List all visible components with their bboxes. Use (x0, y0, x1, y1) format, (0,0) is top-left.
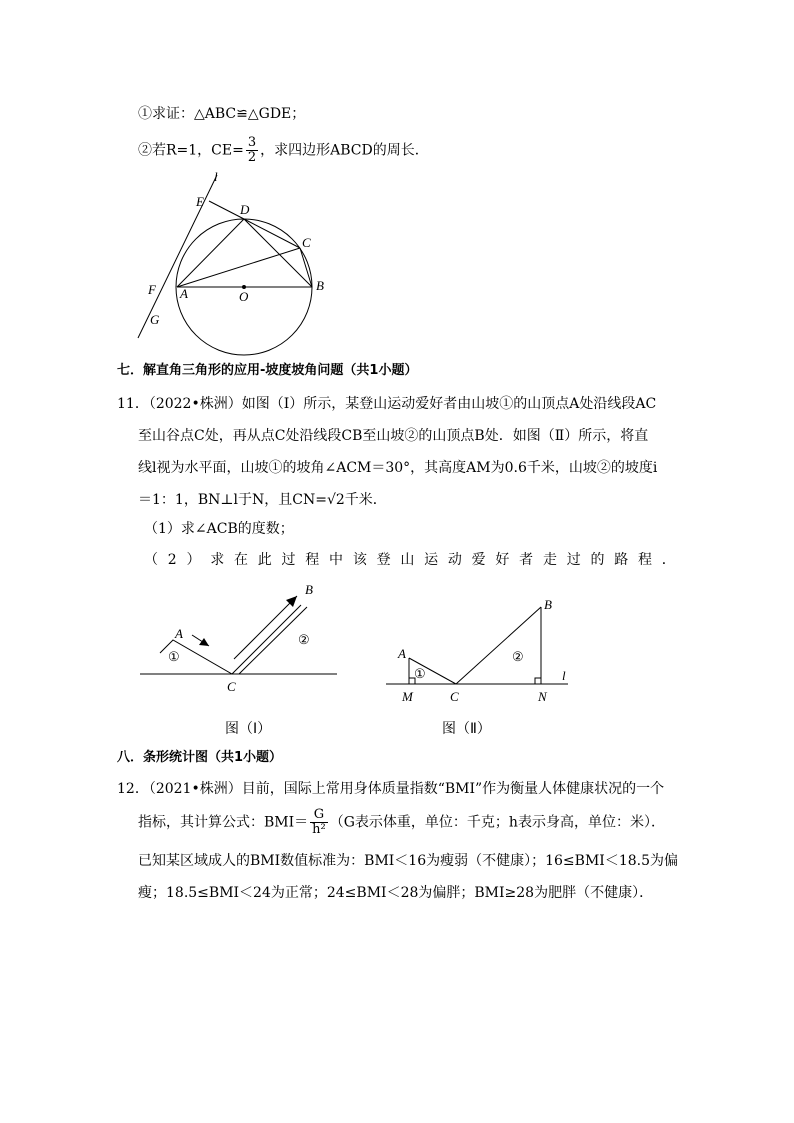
sub2-char: 程 (638, 552, 652, 568)
label-a: A (180, 286, 188, 301)
segment-ac (177, 248, 300, 287)
fig1-label-c: C (227, 679, 236, 694)
caption-figure-1: 图（Ⅰ） (225, 721, 272, 737)
arrow-c-head (199, 638, 209, 646)
fig2-label-a: A (398, 646, 406, 661)
q12-line4: 瘦；18.5≤BMI＜24为正常；24≤BMI＜28为偏胖；BMI≥28为肥胖（不健康）． (138, 885, 654, 901)
sub2-char: 该 (352, 552, 367, 568)
fig1-label-slope1: ① (168, 649, 180, 664)
q10-part2-pre: ②若R=1，CE= (138, 142, 244, 159)
label-f: F (148, 282, 156, 297)
label-o: O (239, 289, 249, 304)
fraction-denominator: 2 (247, 150, 257, 165)
sub2-char: 路 (614, 552, 629, 568)
sub2-char: 登 (376, 552, 391, 568)
fig2-label-b: B (544, 597, 552, 612)
figure-2 (384, 592, 584, 707)
sub2-char: 运 (424, 552, 439, 568)
q10-part2-post: ，求四边形ABCD的周长． (260, 142, 429, 159)
sub2-char: 者 (519, 552, 534, 568)
section8-title: 八．条形统计图（共1小题） (117, 750, 283, 765)
caption-figure-2: 图（Ⅱ） (442, 721, 491, 737)
sub2-char: 求 (210, 552, 225, 568)
sub2-char: 过 (566, 552, 581, 568)
q11-line1: 11．（2022•株洲）如图（Ⅰ）所示，某登山运动爱好者由山坡①的山顶点A处沿线段AC (117, 396, 657, 412)
circle-figure (130, 165, 340, 360)
sub2-char: 爱 (471, 552, 486, 568)
q12-line2-post: （G表示体重，单位：千克；h表示身高，单位：米）． (329, 814, 665, 831)
fig2-label-n: N (538, 689, 547, 704)
sub2-char: 中 (329, 552, 344, 568)
q11-line3: 线l视为水平面，山坡①的坡角∠ACM＝30°，其高度AM为0.6千米，山坡②的坡度i (138, 460, 658, 476)
segment-cb (456, 607, 541, 684)
sub2-char: ． (661, 552, 676, 568)
q11-line4: ＝1：1，BN⊥l于N，且CN=√2千米． (138, 492, 387, 508)
fig2-label-slope1: ① (414, 666, 426, 681)
bmi-fraction (310, 808, 328, 837)
sub2-char: 在 (233, 552, 248, 568)
q10-part2 (138, 136, 429, 165)
fig2-label-m: M (402, 689, 413, 704)
label-b: B (316, 278, 324, 293)
sub2-char: 的 (590, 552, 605, 568)
right-angle-n (535, 678, 541, 684)
sub2-char: 2 (167, 552, 177, 568)
segment-ed (209, 201, 244, 219)
figure-1 (135, 578, 345, 698)
q11-sub1: （1）求∠ACB的度数； (144, 521, 294, 537)
q11-sub2 (144, 550, 676, 570)
q11-line2: 至山谷点C处，再从点C处沿线段CB至山坡②的山顶点B处．如图（Ⅱ）所示，将直 (138, 428, 649, 444)
sub2-char: 过 (281, 552, 296, 568)
q12-line1: 12．（2021•株洲）目前，国际上常用身体质量指数“BMI”作为衡量人体健康状况的一个 (117, 781, 665, 797)
sub2-char: ） (186, 552, 201, 568)
fraction-numerator: G (310, 808, 328, 823)
fig2-label-c: C (450, 689, 459, 704)
sub2-char: 程 (305, 552, 320, 568)
sub2-char: 山 (400, 552, 415, 568)
sub2-char: 此 (257, 552, 272, 568)
sub2-char: 走 (542, 552, 557, 568)
section7-title: 七．解直角三角形的应用-坡度坡角问题（共1小题） (117, 363, 418, 378)
label-e: E (196, 194, 204, 209)
label-d: D (240, 202, 250, 217)
fig1-label-a: A (175, 626, 183, 641)
fraction-numerator: 3 (247, 135, 257, 150)
sub2-char: 动 (447, 552, 462, 568)
q12-line3: 已知某区域成人的BMI数值标准为：BMI＜16为瘦弱（不健康）；16≤BMI＜18.5为偏 (138, 853, 678, 869)
fig1-label-b: B (305, 582, 313, 597)
slope-2-outline (239, 607, 307, 674)
fig2-label-slope2: ② (512, 649, 524, 664)
fig1-label-slope2: ② (298, 632, 310, 647)
sub2-char: 好 (495, 552, 510, 568)
fig2-label-l: l (562, 668, 566, 683)
q10-fraction (246, 136, 258, 165)
q10-part1: ①求证：△ABC≌△GDE； (138, 106, 306, 122)
q12-line2-pre: 指标，其计算公式：BMI＝ (138, 814, 309, 831)
arrow-b-shaft (234, 596, 297, 659)
label-l: l (214, 169, 218, 184)
label-c: C (302, 235, 311, 250)
sub2-char: （ (144, 552, 158, 568)
label-g: G (150, 312, 160, 327)
fraction-denominator: h² (312, 822, 326, 837)
q12-line2 (138, 808, 665, 837)
segment-dc (244, 219, 300, 248)
